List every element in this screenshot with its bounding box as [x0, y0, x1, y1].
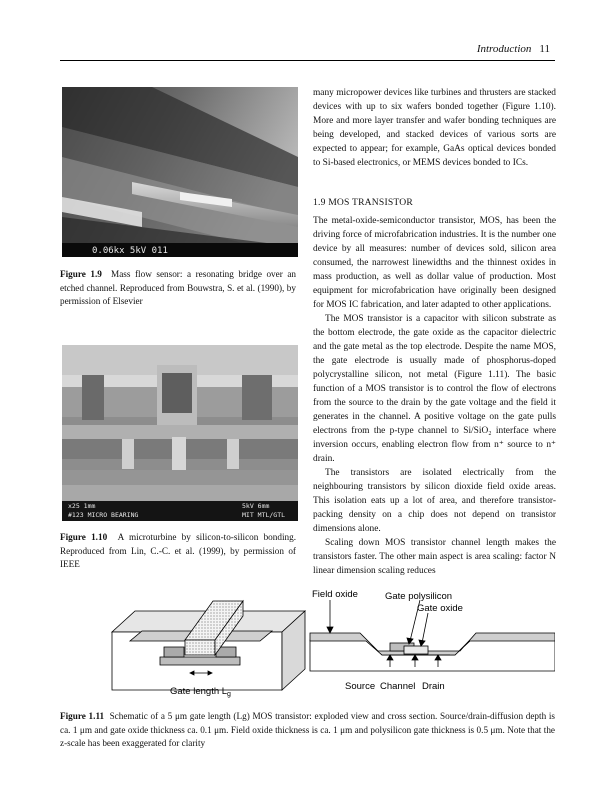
figure-1-11-text: Schematic of a 5 μm gate length (Lg) MOS transistor: exploded view and cross section. Source/drain-diffusion depth is ca. 1 μm and gate oxide thickness ca. 0.1 μm. Field oxide thickness is ca. 1 μm and polysilicon gate thickness is 0.5 μm. Note that the z-scale has been exaggerated for clarity [60, 711, 556, 749]
page-number: 11 [539, 43, 550, 55]
field-oxide-label: Field oxide [312, 589, 358, 600]
sem-right-label-2: MIT MTL/GTL [242, 511, 286, 519]
section-body [313, 214, 556, 578]
source-label: Source [345, 681, 376, 692]
figure-1-11-caption [60, 710, 555, 751]
figure-1-10-caption [60, 531, 296, 572]
figure-1-9-caption [60, 268, 296, 309]
gate-oxide-label: Gate oxide [417, 603, 463, 614]
sem-scale-label: 0.06kx 5kV 011 [92, 246, 168, 256]
intro-paragraph [313, 86, 556, 170]
intro-text: many micropower devices like turbines and thrusters are stacked devices with up to six wafers bonded together (Figure 1.10). More and more layer transfer and wafer bonding techniques are being developed, and stacked devices of various sorts are expected to appear; for example, GaAs optical devices bonded to Si-based electronics, or MEMS devices bonded to ICs. [313, 88, 556, 168]
channel-label: Channel [380, 681, 416, 692]
figure-1-10-image [62, 345, 298, 521]
exploded-view [112, 601, 305, 690]
figure-1-11-diagram [60, 585, 555, 700]
gate-length-sub: g [227, 691, 231, 698]
svg-text:Gate length Lg [170, 686, 231, 698]
paragraph-2: The MOS transistor is a capacitor with silicon substrate as the bottom electrode, the gate oxide as the capacitor dielectric and the gate metal as the top electrode. Despite the name MOS, the gate electrode is usually made of phosphorus-doped polycrystalline silicon, not metal (Figure 1.11). The basic function of a MOS transistor is to control the flow of electrons from the source to the drain by the gate voltage and the field it generates in the channel. A positive voltage on the gate pulls electrons from the p-type channel to Si/SiO₂ interface where inversion occurs, enabling electron flow from n⁺ source to n⁺ drain. [313, 314, 556, 464]
running-header [477, 43, 550, 55]
figure-1-9-text: Mass flow sensor: a resonating bridge over an etched channel. Reproduced from Bouwstra, S. et al. (1990), by permission of Elsevier [60, 269, 297, 307]
header-title: Introduction [476, 43, 532, 55]
figure-1-9-image [62, 87, 298, 257]
mos-schematic-svg [60, 585, 555, 700]
section-heading: 1.9 MOS TRANSISTOR [313, 197, 414, 208]
header-rule [60, 60, 555, 61]
sem-bridge-svg [62, 87, 298, 257]
figure-1-9-label: Figure 1.9 [60, 269, 102, 279]
figure-1-10-label: Figure 1.10 [60, 532, 108, 542]
paragraph-3: The transistors are isolated electrically from the neighbouring transistors by silicon dioxide field oxide areas. This isolation eats up a lot of area, and therefore transistor-packing density on a chip does not depend on transistor dimensions alone. [313, 468, 556, 534]
sem-left-label: x25 1mm [68, 502, 96, 510]
paragraph-4: Scaling down MOS transistor channel length makes the transistors faster. The other main aspect is area scaling: factor N linear dimension scaling reduces [313, 538, 556, 576]
sem-turbine-svg [62, 345, 298, 521]
figure-1-11-label: Figure 1.11 [60, 711, 105, 721]
figure-1-10-text: A microturbine by silicon-to-silicon bonding. Reproduced from Lin, C.-C. et al. (1999), by permission of IEEE [60, 532, 297, 570]
gate-polysilicon-label: Gate polysilicon [385, 591, 453, 602]
sem-right-label: 5kV 6mm [242, 502, 270, 510]
drain-label: Drain [422, 681, 445, 692]
sem-left-label-2: #123 MICRO BEARING [68, 511, 139, 519]
cross-section [310, 633, 555, 671]
paragraph-1: The metal-oxide-semiconductor transistor, MOS, has been the driving force of microfabrication industries. It is the number one device by all measures: number of devices sold, silicon area consumed, the narrowest linewidths and the thinnest oxides in mass production, as well as dollar value of production. Most equipment for microfabrication have originally been designed for MOS IC fabrication, and later adapted to other applications. [313, 216, 556, 310]
gate-length-label: Gate length L [170, 686, 228, 697]
